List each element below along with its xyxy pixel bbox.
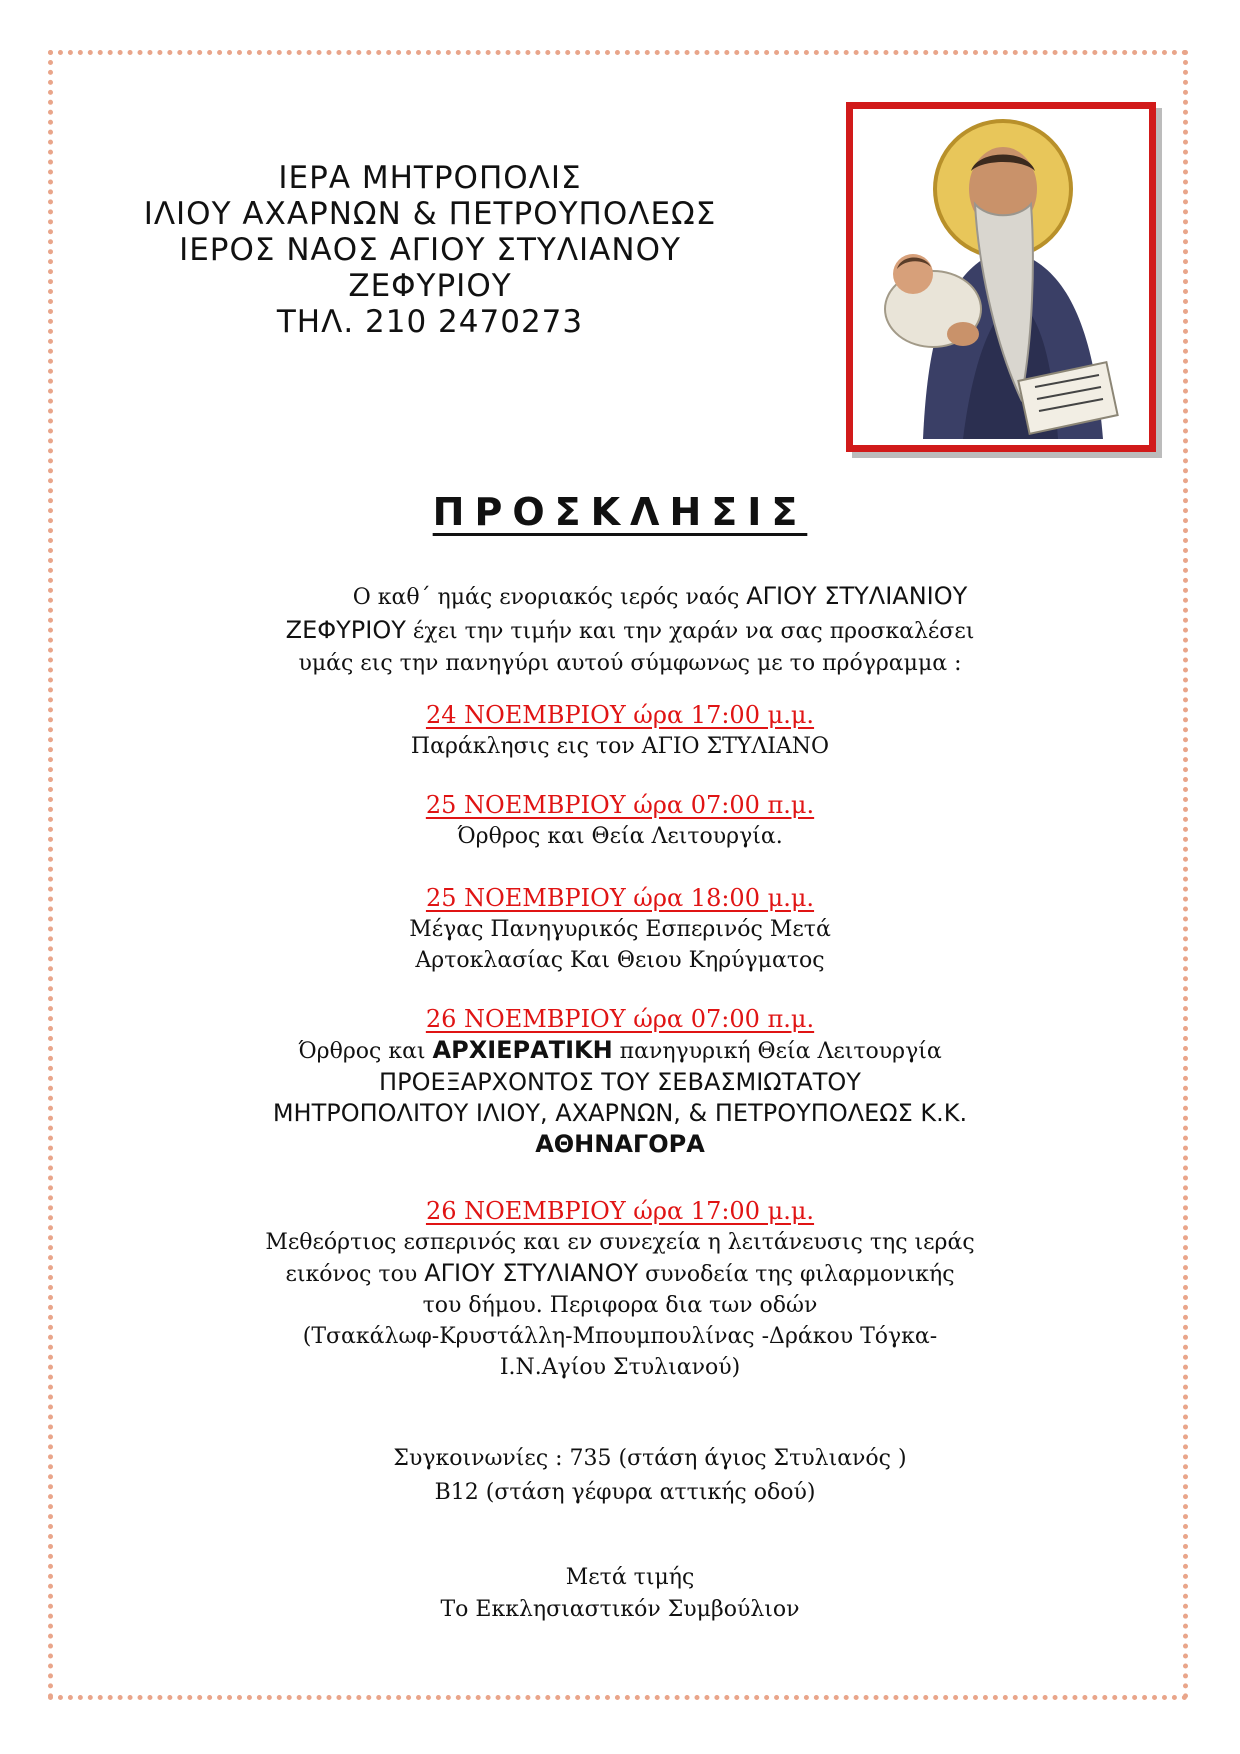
- church-area: ΖΕΦΥΡΙΟΥ: [285, 616, 406, 644]
- signoff-line: Μετά τιμής: [565, 1565, 695, 1590]
- event-description: του δήμου. Περιφορα δια των οδών: [422, 1293, 818, 1318]
- header-block: [70, 160, 790, 340]
- header-line: ΙΛΙΟΥ ΑΧΑΡΝΩΝ & ΠΕΤΡΟΥΠΟΛΕΩΣ: [143, 196, 717, 232]
- event-2: [110, 790, 1130, 852]
- event-description: Αρτοκλασίας Και Θειου Κηρύγματος: [415, 948, 825, 973]
- header-line: ΖΕΦΥΡΙΟΥ: [348, 268, 512, 304]
- event-description: ΠΡΟΕΞΑΡΧΟΝΤΟΣ ΤΟΥ ΣΕΒΑΣΜΙΩΤΑΤΟΥ: [379, 1068, 861, 1096]
- event-description: Μεθεόρτιος εσπερινός και εν συνεχεία η λειτάνευσις της ιεράς: [265, 1230, 975, 1255]
- event-3: [110, 883, 1130, 976]
- event-description: πανηγυρική Θεία Λειτουργία: [612, 1039, 942, 1064]
- transport-info: [0, 1442, 1240, 1510]
- event-4: [110, 1004, 1130, 1160]
- intro-text-part: υμάς εις την πανηγύρι αυτού σύμφωνως με το πρόγραμμα :: [298, 651, 962, 676]
- intro-text-part: έχει την τιμήν και την χαράν να σας προσκαλέσει: [405, 619, 975, 644]
- event-description: Παράκλησις εις τον ΑΓΙΟ ΣΤΥΛΙΑΝΟ: [410, 734, 830, 759]
- event-description: Όρθρος και Θεία Λειτουργία.: [457, 824, 783, 849]
- signoff-signature: Το Εκκλησιαστικόν Συμβούλιον: [440, 1597, 800, 1622]
- event-1: [110, 700, 1130, 762]
- event-date: 26 ΝΟΕΜΒΡΙΟΥ ώρα 17:00 μ.μ.: [425, 1197, 815, 1225]
- signoff: [0, 1562, 1240, 1626]
- event-5: [110, 1196, 1130, 1383]
- church-name: ΑΓΙΟΥ ΣΤΥΛΙΑΝΙΟΥ: [746, 582, 968, 610]
- metropolitan-name: ΑΘΗΝΑΓΟΡΑ: [535, 1130, 705, 1158]
- event-date: 25 ΝΟΕΜΒΡΙΟΥ ώρα 18:00 μ.μ.: [425, 884, 815, 912]
- procession-route: Ι.Ν.Αγίου Στυλιανού): [499, 1355, 741, 1380]
- procession-route: (Τσακάλωφ-Κρυστάλλη-Μπουμπουλίνας -Δράκου Τόγκα-: [302, 1324, 938, 1349]
- event-date: 26 ΝΟΕΜΒΡΙΟΥ ώρα 07:00 π.μ.: [425, 1005, 815, 1033]
- transport-line: Συγκοινωνίες : 735 (στάση άγιος Στυλιανός ): [393, 1446, 907, 1471]
- transport-line: Β12 (στάση γέφυρα αττικής οδού): [434, 1480, 816, 1505]
- event-date: 25 ΝΟΕΜΒΡΙΟΥ ώρα 07:00 π.μ.: [425, 791, 815, 819]
- saint-stylianos-icon: [846, 102, 1156, 452]
- event-description: Όρθρος και: [298, 1039, 433, 1064]
- event-description: εικόνος του: [285, 1262, 425, 1287]
- event-description: συνοδεία της φιλαρμονικής: [638, 1262, 955, 1287]
- event-description-emphasis: ΑΡΧΙΕΡΑΤΙΚΗ: [432, 1036, 613, 1064]
- event-description: Μέγας Πανηγυρικός Εσπερινός Μετά: [409, 917, 831, 942]
- header-line: ΙΕΡΟΣ ΝΑΟΣ ΑΓΙΟΥ ΣΤΥΛΙΑΝΟΥ: [179, 232, 681, 268]
- header-phone: ΤΗΛ. 210 2470273: [276, 304, 584, 340]
- event-date: 24 ΝΟΕΜΒΡΙΟΥ ώρα 17:00 μ.μ.: [425, 701, 815, 729]
- invitation-title: ΠΡΟΣΚΛΗΣΙΣ: [432, 490, 808, 534]
- event-description: ΜΗΤΡΟΠΟΛΙΤΟΥ ΙΛΙΟΥ, ΑΧΑΡΝΩΝ, & ΠΕΤΡΟΥΠΟΛΕΩΣ Κ.Κ.: [272, 1099, 968, 1127]
- intro-text-part: Ο καθ΄ ημάς ενοριακός ιερός ναός: [352, 585, 747, 610]
- intro-text: [150, 580, 1110, 680]
- header-line: ΙΕΡΑ ΜΗΤΡΟΠΟΛΙΣ: [278, 160, 582, 196]
- event-description-emphasis: ΑΓΙΟΥ ΣΤΥΛΙΑΝΟΥ: [424, 1259, 639, 1287]
